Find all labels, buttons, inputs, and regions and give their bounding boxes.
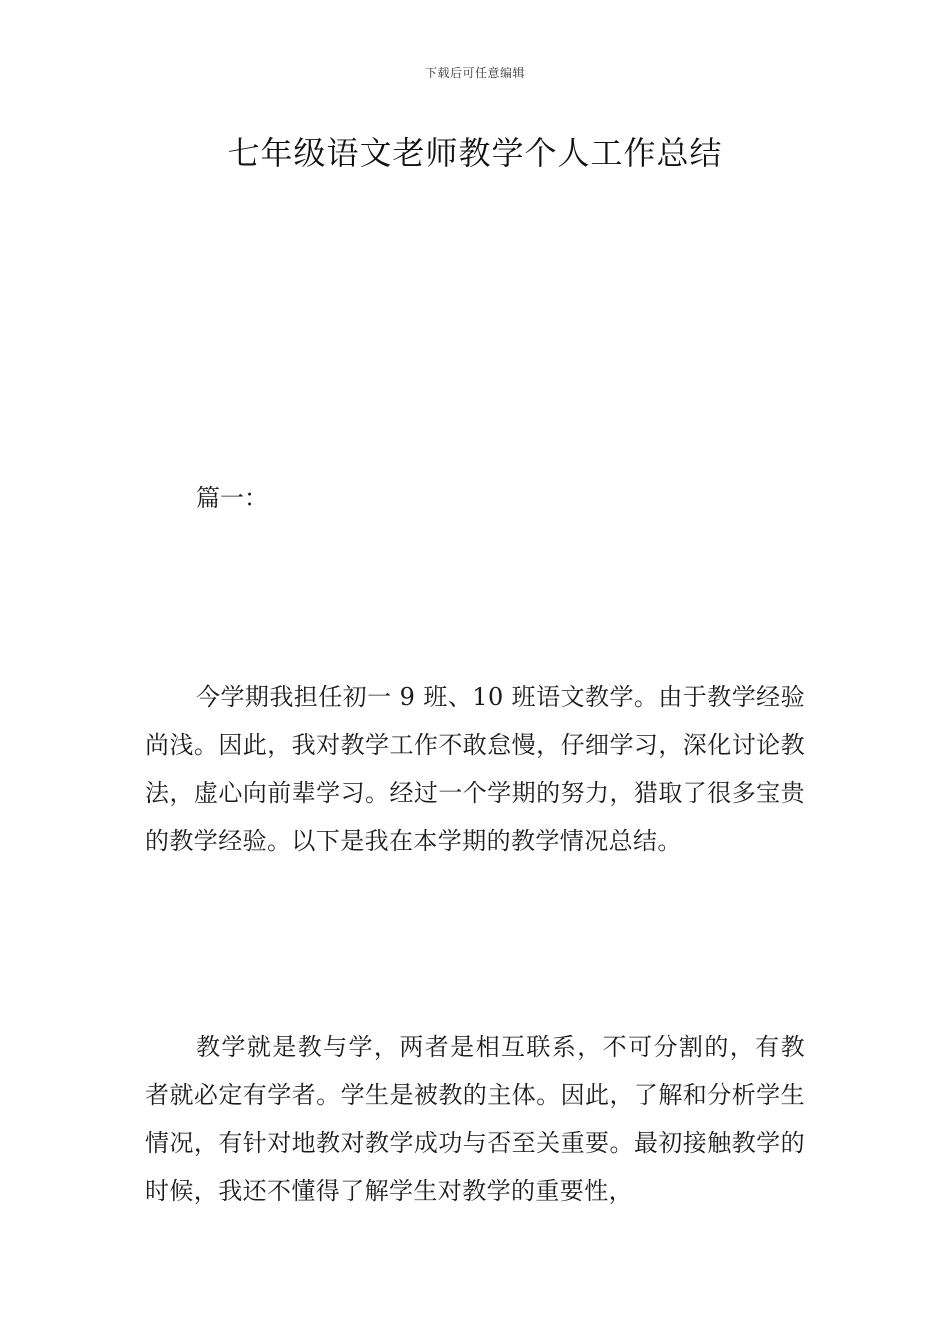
section-label: 篇一： bbox=[196, 484, 268, 512]
document-title: 七年级语文老师教学个人工作总结 bbox=[227, 134, 723, 172]
download-editable-note: 下载后可任意编辑 bbox=[424, 66, 525, 80]
body-paragraph: 教学就是教与学，两者是相互联系，不可分割的，有教者就必定有学者。学生是被教的主体。因此，了解和分析学生情况，有针对地教对教学成功与否至关重要。最初接触教学的时候，我还不懂得了解学生对教学的重要性， bbox=[145, 1033, 805, 1205]
body-paragraph: 今学期我担任初一 9 班、10 班语文教学。由于教学经验尚浅。因此，我对教学工作不敢怠慢，仔细学习，深化讨论教法，虚心向前辈学习。经过一个学期的努力，猎取了很多宝贵的教学经验。以下是我在本学期的教学情况总结。 bbox=[145, 683, 805, 855]
